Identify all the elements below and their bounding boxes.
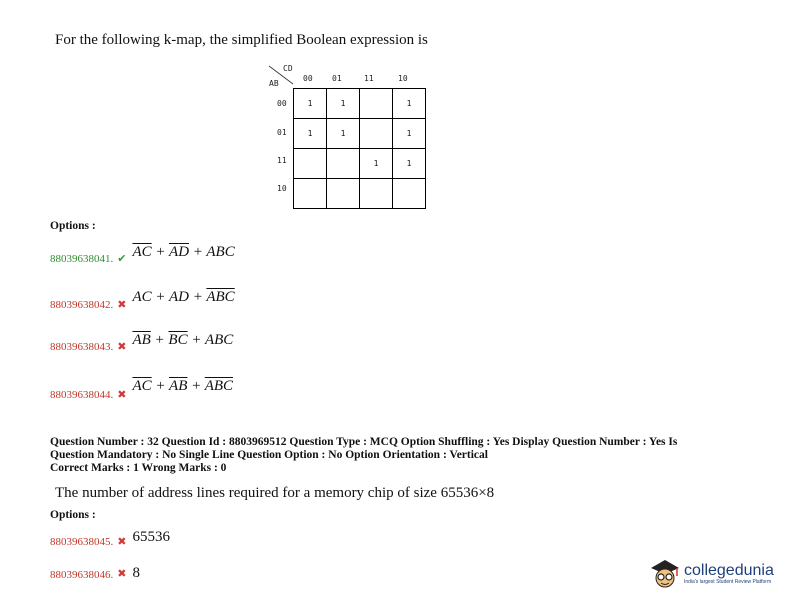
collegedunia-watermark: [648, 556, 774, 592]
mascot-icon: [648, 556, 682, 592]
cross-icon: ✖: [117, 341, 127, 353]
options-label: Options :: [50, 220, 96, 232]
option-id: 88039638043.: [50, 340, 114, 353]
checkmark-icon: ✔: [117, 253, 127, 265]
question-meta-line: Question Mandatory : No Single Line Question Option : No Option Orientation : Vertical: [50, 449, 488, 461]
kmap-row-header: 11: [277, 156, 287, 165]
kmap-cell: [327, 149, 360, 179]
option-id: 88039638044.: [50, 388, 114, 401]
option-row[interactable]: [50, 284, 235, 311]
option-expression: AC + AD + $\overline{ABC}$: [132, 289, 235, 305]
question-meta: [50, 436, 780, 475]
kmap-row-header: 10: [277, 184, 287, 193]
question-meta-line: Question Number : 32 Question Id : 8803969512 Question Type : MCQ Option Shuffling : Yes Display Question Number : Yes Is: [50, 436, 678, 448]
kmap-table: [293, 88, 426, 209]
option-expression: $\overline{A}\overline{C} + \overline{A}\overline{B} + \overline{ABC}$: [132, 378, 234, 394]
option-row[interactable]: [50, 372, 233, 401]
brand-name: collegedunia: [684, 561, 774, 579]
question-text: The number of address lines required for a memory chip of size 65536×8: [55, 485, 495, 501]
kmap-row-header: 00: [277, 99, 287, 108]
kmap-grid: [293, 88, 426, 209]
question-text: For the following k-map, the simplified Boolean expression is: [55, 32, 428, 48]
option-id: 88039638045.: [50, 535, 114, 548]
options-label: Options :: [50, 509, 96, 521]
option-expression: $\overline{A}\overline{C} + \overline{A}\overline{D}$ + ABC: [132, 244, 235, 260]
kmap-col-header: 00: [303, 74, 313, 83]
kmap-col-header: 01: [332, 74, 342, 83]
kmap-cell: [327, 179, 360, 209]
option-row[interactable]: [50, 240, 235, 265]
option-value: 8: [132, 565, 140, 581]
kmap-col-header: 11: [364, 74, 374, 83]
cross-icon: ✖: [117, 299, 127, 311]
option-row[interactable]: [50, 328, 233, 353]
kmap-corner-ab: AB: [269, 79, 279, 88]
cross-icon: ✖: [117, 568, 127, 580]
kmap-cell: 1: [294, 119, 327, 149]
kmap-cell: [393, 179, 426, 209]
kmap-cell: 1: [393, 119, 426, 149]
brand-tagline: India's largest Student Review Platform: [684, 578, 772, 585]
kmap-cell: 1: [393, 149, 426, 179]
option-id: 88039638041.: [50, 252, 114, 265]
option-id: 88039638046.: [50, 568, 114, 581]
cross-icon: ✖: [117, 389, 127, 401]
kmap-cell: 1: [327, 119, 360, 149]
question-marks: Correct Marks : 1 Wrong Marks : 0: [50, 462, 227, 474]
kmap-cell: 1: [294, 89, 327, 119]
kmap-row-header: 01: [277, 128, 287, 137]
kmap-cell: 1: [360, 149, 393, 179]
option-expression: $\overline{AB} + \overline{BC}$ + ABC: [132, 332, 234, 348]
option-row[interactable]: [50, 565, 140, 582]
kmap-cell: 1: [327, 89, 360, 119]
kmap-cell: [294, 149, 327, 179]
option-id: 88039638042.: [50, 298, 114, 311]
kmap-corner-cd: CD: [283, 64, 293, 73]
kmap-cell: [360, 179, 393, 209]
kmap-cell: [294, 179, 327, 209]
kmap-cell: [360, 119, 393, 149]
cross-icon: ✖: [117, 536, 127, 548]
option-value: 65536: [132, 529, 170, 545]
option-row[interactable]: [50, 527, 170, 548]
kmap-cell: [360, 89, 393, 119]
kmap-col-header: 10: [398, 74, 408, 83]
kmap-cell: 1: [393, 89, 426, 119]
